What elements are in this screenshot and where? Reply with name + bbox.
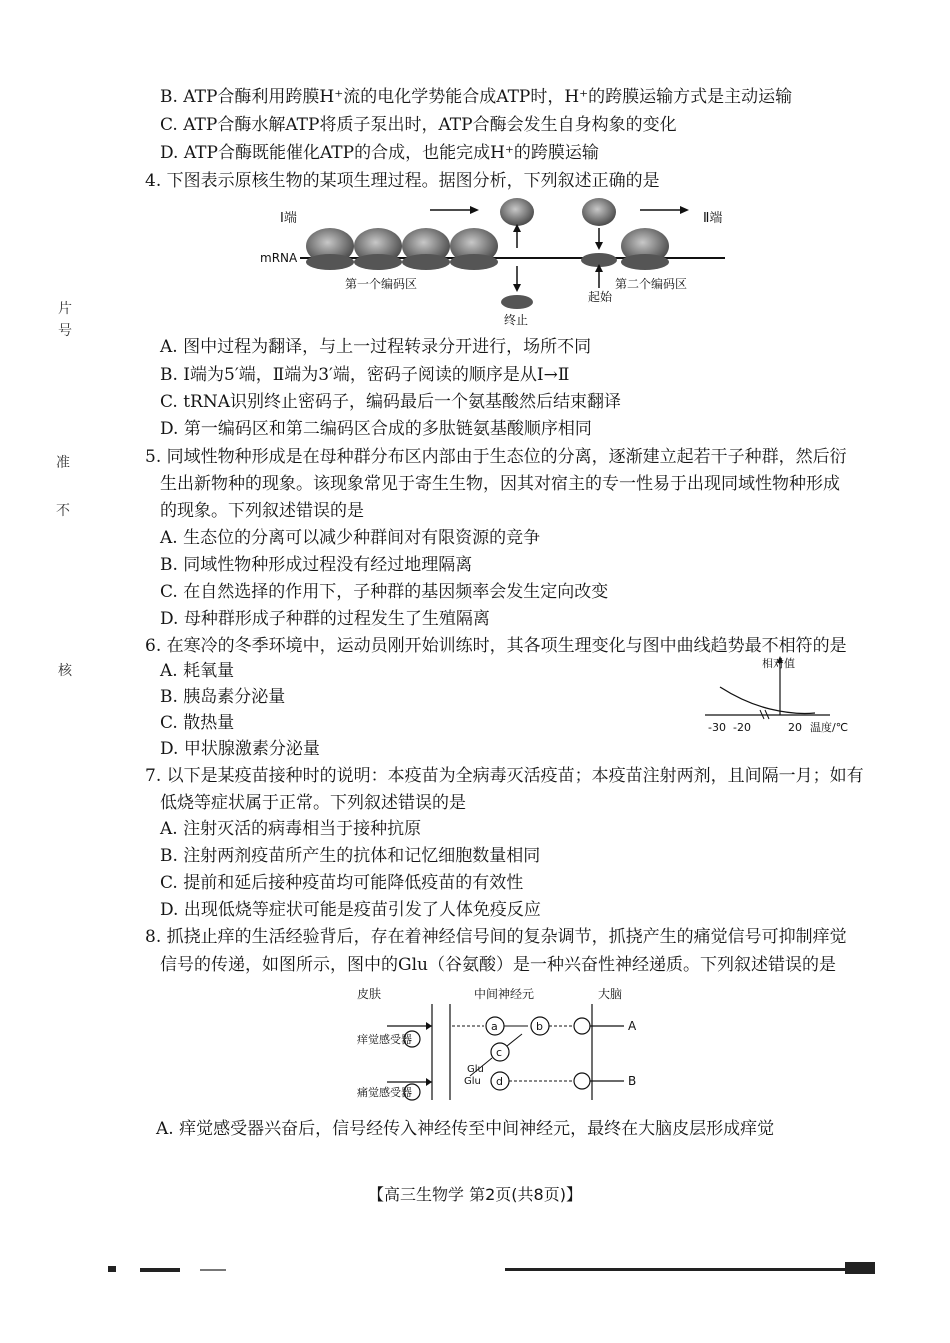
scan-artifact xyxy=(108,1266,116,1272)
q7-option-b: B. 注射两剂疫苗所产生的抗体和记忆细胞数量相同 xyxy=(160,846,541,866)
mrna-label: mRNA xyxy=(260,251,298,265)
trend-curve xyxy=(720,687,815,714)
q8-stem-line-1: 8. 抓挠止痒的生活经验背后，存在着神经信号间的复杂调节，抓挠产生的痛觉信号可抑制痒觉 xyxy=(145,927,847,947)
neuron-b-label: b xyxy=(536,1020,543,1033)
q6-option-a: A. 耗氧量 xyxy=(160,661,235,681)
q4-option-b: B. Ⅰ端为5′端，Ⅱ端为3′端，密码子阅读的顺序是从Ⅰ→Ⅱ xyxy=(160,365,570,385)
margin-mark-1: 片 xyxy=(58,301,72,317)
pain-receptor-label: 痛觉感受器 xyxy=(357,1086,412,1099)
start-label: 起始 xyxy=(588,290,613,304)
q5-option-b: B. 同域性物种形成过程没有经过地理隔离 xyxy=(160,555,473,575)
brain-neuron-a xyxy=(574,1018,590,1034)
margin-mark-2: 号 xyxy=(58,323,72,339)
brain-neuron-b xyxy=(574,1073,590,1089)
margin-mark-3: 准 xyxy=(56,455,70,471)
q7-option-d: D. 出现低烧等症状可能是疫苗引发了人体免疫反应 xyxy=(160,900,541,920)
ribosome-small-subunit xyxy=(354,254,402,270)
q3-option-d: D. ATP合酶既能催化ATP的合成，也能完成H⁺的跨膜运输 xyxy=(160,143,599,163)
q4-stem: 4. 下图表示原核生物的某项生理过程。据图分析，下列叙述正确的是 xyxy=(145,171,660,191)
ribosome-small-subunit xyxy=(450,254,498,270)
released-small-subunit xyxy=(501,295,533,309)
skin-label: 皮肤 xyxy=(357,987,382,1001)
q6-option-b: B. 胰岛素分泌量 xyxy=(160,687,286,707)
interneuron-label: 中间神经元 xyxy=(474,987,535,1001)
neuron-c-label: c xyxy=(496,1046,503,1059)
ribosome-small-subunit xyxy=(402,254,450,270)
direction-arrow xyxy=(470,206,479,214)
q4-option-c: C. tRNA识别终止密码子，编码最后一个氨基酸然后结束翻译 xyxy=(160,392,621,412)
q8-stem-line-2: 信号的传递，如图所示，图中的Glu（谷氨酸）是一种兴奋性神经递质。下列叙述错误的是 xyxy=(160,955,836,975)
q5-option-c: C. 在自然选择的作用下，子种群的基因频率会发生定向改变 xyxy=(160,582,609,602)
q5-option-a: A. 生态位的分离可以减少种群间对有限资源的竞争 xyxy=(160,528,541,548)
scan-artifact xyxy=(505,1268,845,1271)
glu-label-2: Glu xyxy=(464,1076,481,1087)
ribosome-small-subunit xyxy=(621,254,669,270)
q6-option-c: C. 散热量 xyxy=(160,713,235,733)
region-2-label: 第二个编码区 xyxy=(615,277,688,291)
scan-artifact xyxy=(845,1262,875,1274)
q6-curve-chart xyxy=(700,655,870,740)
q8-option-a: A. 痒觉感受器兴奋后，信号经传入神经传至中间神经元，最终在大脑皮层形成痒觉 xyxy=(156,1119,775,1139)
neuron-a-label: a xyxy=(491,1020,498,1033)
q4-option-d: D. 第一编码区和第二编码区合成的多肽链氨基酸顺序相同 xyxy=(160,419,592,439)
q6-option-d: D. 甲状腺激素分泌量 xyxy=(160,739,320,759)
released-large-subunit xyxy=(500,198,534,226)
q4-translation-figure xyxy=(255,190,735,330)
q5-stem-line-2: 生出新物种的现象。该现象常见于寄生生物，因其对宿主的专一性易于出现同域性物种形成 xyxy=(160,474,840,494)
q6-stem: 6. 在寒冷的冬季环境中，运动员刚开始训练时，其各项生理变化与图中曲线趋势最不相符的是 xyxy=(145,636,847,656)
end-1-label: Ⅰ端 xyxy=(280,211,297,226)
q3-option-b: B. ATP合酶利用跨膜H⁺流的电化学势能合成ATP时，H⁺的跨膜运输方式是主动运输 xyxy=(160,87,793,107)
page-footer: 【高三生物学 第2页(共8页)】 xyxy=(368,1185,582,1204)
output-b-label: B xyxy=(628,1074,637,1088)
end-2-label: Ⅱ端 xyxy=(703,211,723,226)
q4-option-a: A. 图中过程为翻译，与上一过程转录分开进行，场所不同 xyxy=(160,337,592,357)
ribosome-group-1 xyxy=(306,228,498,270)
q3-option-c: C. ATP合酶水解ATP将质子泵出时，ATP合酶会发生自身构象的变化 xyxy=(160,115,677,135)
stop-label: 终止 xyxy=(504,313,529,327)
q7-option-c: C. 提前和延后接种疫苗均可能降低疫苗的有效性 xyxy=(160,873,524,893)
output-a-label: A xyxy=(628,1019,637,1033)
y-axis-label: 相对值 xyxy=(762,657,795,670)
x-tick-label: 20 xyxy=(788,721,802,734)
x-tick-label: -20 xyxy=(733,721,751,734)
margin-mark-5: 核 xyxy=(58,663,72,679)
itch-receptor-label: 痒觉感受器 xyxy=(357,1033,412,1046)
neuron-d-label: d xyxy=(496,1075,503,1088)
brain-label: 大脑 xyxy=(598,987,623,1001)
x-tick-label: -30 xyxy=(708,721,726,734)
joining-large-subunit xyxy=(582,198,616,226)
x-axis-label: 温度/℃ xyxy=(810,721,849,734)
glu-label-1: Glu xyxy=(467,1064,484,1075)
q8-neural-circuit-figure xyxy=(352,984,652,1104)
region-1-label: 第一个编码区 xyxy=(345,277,418,291)
scan-artifact xyxy=(200,1269,226,1271)
q7-option-a: A. 注射灭活的病毒相当于接种抗原 xyxy=(160,819,422,839)
q7-stem-line-2: 低烧等症状属于正常。下列叙述错误的是 xyxy=(160,793,466,813)
margin-mark-4: 不 xyxy=(56,503,70,519)
ribosome-small-subunit xyxy=(306,254,354,270)
q5-option-d: D. 母种群形成子种群的过程发生了生殖隔离 xyxy=(160,609,490,629)
q7-stem-line-1: 7. 以下是某疫苗接种时的说明：本疫苗为全病毒灭活疫苗；本疫苗注射两剂，且间隔一月；如有 xyxy=(145,766,864,786)
scan-artifact xyxy=(140,1268,180,1272)
direction-arrow xyxy=(680,206,689,214)
q5-stem-line-3: 的现象。下列叙述错误的是 xyxy=(160,501,364,521)
q5-stem-line-1: 5. 同域性物种形成是在母种群分布区内部由于生态位的分离，逐渐建立起若干子种群，然后衍 xyxy=(145,447,847,467)
